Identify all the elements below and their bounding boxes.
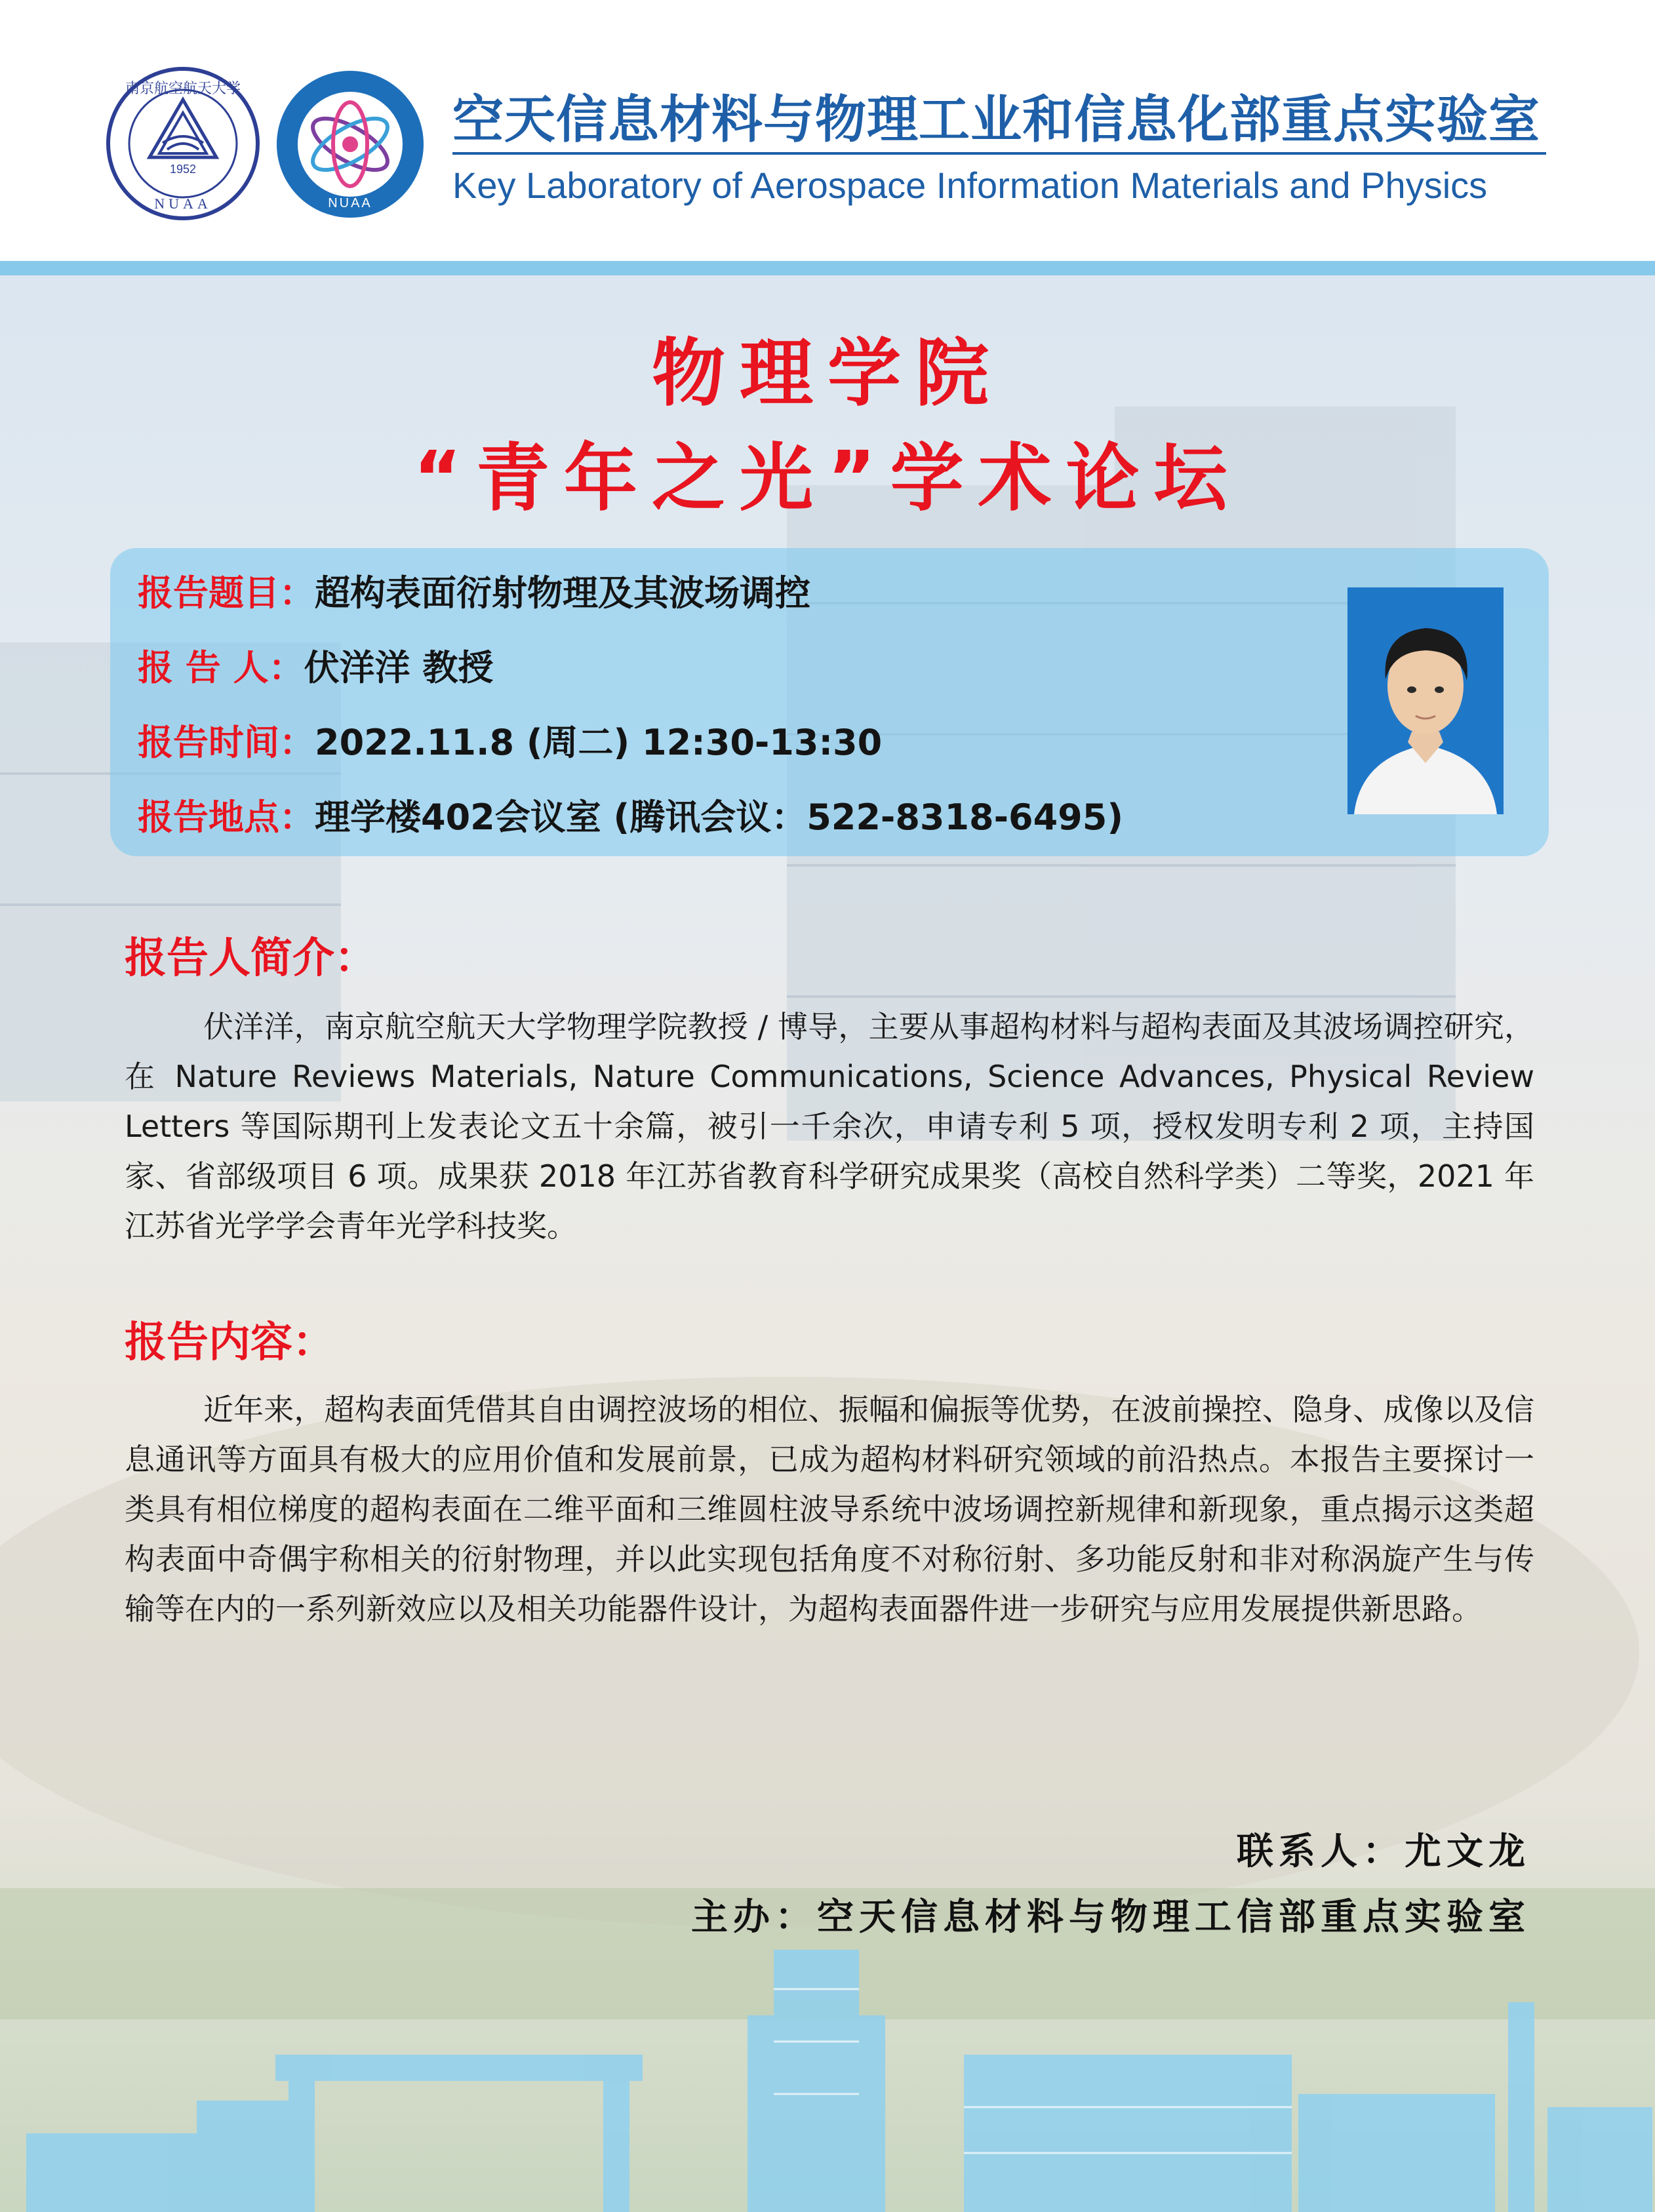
logo-abbr: NUAA — [154, 195, 212, 212]
time-label: 报告时间： — [138, 722, 315, 763]
content-heading: 报告内容： — [125, 1318, 334, 1367]
emblem-abbr: NUAA — [328, 196, 372, 210]
contact-person: 联系人：尤文龙 — [1237, 1830, 1530, 1873]
lab-name-cn: 空天信息材料与物理工业和信息化部重点实验室 — [452, 90, 1541, 149]
skyline-illustration — [0, 1937, 1655, 2212]
page-title-line1: 物理学院 — [652, 331, 1003, 416]
page-title-line2: “青年之光”学术论坛 — [413, 436, 1242, 521]
lab-name-en: Key Laboratory of Aerospace Information Materials and Physics — [452, 165, 1488, 206]
speaker-label: 报 告 人： — [138, 647, 304, 688]
speaker-row — [138, 640, 493, 690]
speaker-value: 伏洋洋 教授 — [304, 647, 494, 688]
nuaa-seal-logo — [105, 66, 261, 222]
place-row — [138, 789, 1123, 840]
host-organizer: 主办：空天信息材料与物理工信部重点实验室 — [691, 1895, 1530, 1939]
logo-name: 南京航空航天大学 — [125, 81, 241, 97]
topic-label: 报告题目： — [138, 572, 315, 614]
time-row — [138, 715, 882, 765]
header — [0, 0, 1655, 262]
bio-heading: 报告人简介： — [125, 934, 376, 983]
logo-year: 1952 — [169, 163, 197, 176]
place-value: 理学楼402会议室 (腾讯会议：522-8318-6495) — [315, 797, 1124, 838]
lab-emblem-logo — [274, 68, 426, 220]
header-band — [0, 261, 1655, 275]
topic-row — [138, 565, 810, 616]
bio-text: 伏洋洋，南京航空航天大学物理学院教授 / 博导，主要从事超构材料与超构表面及其波场调控研究，在 Nature Reviews Materials, Nature Communications, Science Advances, Physical Review Letters 等国际期刊上发表论文五十余篇，被引一千余次，申请专利 5 项，授权发明专利 2 项，主持国家、省部级项目 6 项。成果获 2018 年江苏省教育科学研究成果奖（高校自然科学类）二等奖，2021 年江苏省光学学会青年光学科技奖。 — [125, 1009, 1534, 1244]
content-text: 近年来，超构表面凭借其自由调控波场的相位、振幅和偏振等优势，在波前操控、隐身、成像以及信息通讯等方面具有极大的应用价值和发展前景，已成为超构材料研究领域的前沿热点。本报告主要探讨一类具有相位梯度的超构表面在二维平面和三维圆柱波导系统中波场调控新规律和新现象，重点揭示这类超构表面中奇偶宇称相关的衍射物理，并以此实现包括角度不对称衍射、多功能反射和非对称涡旋产生与传输等在内的一系列新效应以及相关功能器件设计，为超构表面器件进一步研究与应用发展提供新思路。 — [125, 1392, 1534, 1627]
topic-value: 超构表面衍射物理及其波场调控 — [315, 572, 810, 614]
speaker-photo — [1347, 587, 1504, 814]
header-rule — [452, 152, 1546, 155]
place-label: 报告地点： — [138, 797, 315, 838]
time-value: 2022.11.8 (周二) 12:30-13:30 — [315, 722, 883, 763]
